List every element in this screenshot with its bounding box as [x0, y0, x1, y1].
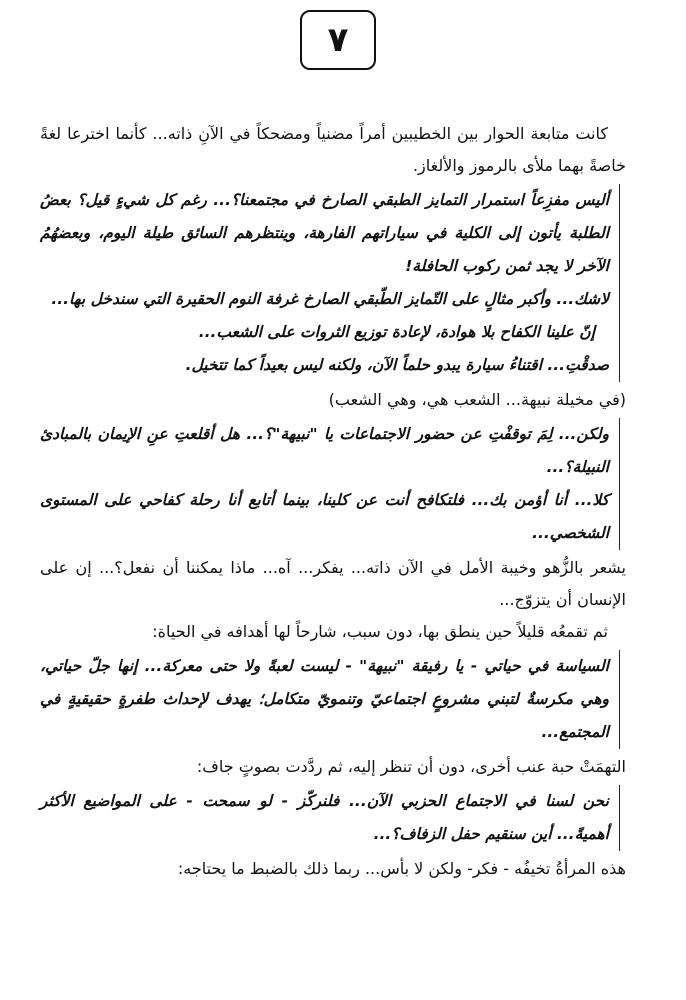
paragraph: هذه المرأةُ تخيفُه - فكر- ولكن لا بأس... ربما ذلك بالضبط ما يحتاجه:: [177, 859, 626, 878]
dialogue-block: [40, 785, 620, 851]
page-number-box: [300, 10, 376, 70]
dialogue-line: أليس مفزِعاً استمرار التمايز الطبقي الصارخ في مجتمعنا؟... رغم كل شيءٍ قيل؟ بعضُ الطلبة يأتون إلى الكلية في سياراتهم الفارهة، وينتظرهم السائق طيلة اليوم، وبعضهُمُ الآخر لا يجد ثمن ركوب الحافلة!: [40, 191, 609, 275]
dialogue-block: [40, 184, 620, 382]
paragraph: يشعر بالزُّهو وخيبة الأمل في الآن ذاته... يفكر... آه... ماذا يمكننا أن نفعل؟... إن على الإنسان أن يتزوّج...: [40, 558, 626, 609]
paragraph: التهمَتْ حبة عنب أخرى، دون أن تنظر إليه، ثم ردَّدت بصوتٍ جاف:: [196, 757, 626, 776]
dialogue-line: ولكن... لِمَ توقفْتِ عن حضور الاجتماعات يا "نبيهة"؟... هل أقلعتِ عنِ الإيمان بالمبادئ النبيلة؟...: [40, 425, 609, 476]
dialogue-line: كلا... أنا أؤمن بك... فلتكافح أنت عن كلينا، بينما أتابع أنا رحلة كفاحي على المستوى الشخصي...: [40, 491, 609, 542]
document-body: [40, 118, 626, 885]
paragraph: (في مخيلة نبيهة... الشعب هي، وهي الشعب): [328, 390, 626, 409]
paragraph: كانت متابعة الحوار بين الخطيبين أمراً مضنياً ومضحكاً في الآنِ ذاته... كأنما اخترعا لغةً خاصةً بهما ملأى بالرموز والألغاز.: [40, 124, 626, 175]
dialogue-line: السياسة في حياتي - يا رفيقة "نبيهة" - ليست لعبةً ولا حتى معركة... إنها جلّ حياتي، وهي مكرسةٌ لتبني مشروعٍ اجتماعيّ وتنمويّ متكامل؛ يهدف لإحداث طفرةٍ حقيقيةٍ في المجتمع...: [40, 657, 609, 741]
page-number: ٧: [327, 20, 349, 60]
dialogue-line: صدقْتِ... اقتناءُ سيارة يبدو حلماً الآن، ولكنه ليس بعيداً كما تتخيل.: [185, 356, 609, 374]
dialogue-line: لاشك... وأكبر مثالٍ على التّمايز الطّبقي الصارخ غرفة النوم الحقيرة التي سندخل بها...: [51, 290, 609, 308]
dialogue-line: نحن لسنا في الاجتماع الحزبي الآن... فلنركّز - لو سمحت - على المواضيع الأكثر أهميةً... أين سنقيم حفل الزفاف؟...: [40, 792, 609, 843]
paragraph: ثم تقمعُه قليلاً حين ينطق بها، دون سبب، شارحاً لها أهدافه في الحياة:: [152, 622, 608, 641]
dialogue-block: [40, 650, 620, 749]
dialogue-block: [40, 418, 620, 550]
dialogue-line: إنّ علينا الكفاح بلا هوادة، لإعادة توزيع الثروات على الشعب...: [198, 323, 595, 341]
